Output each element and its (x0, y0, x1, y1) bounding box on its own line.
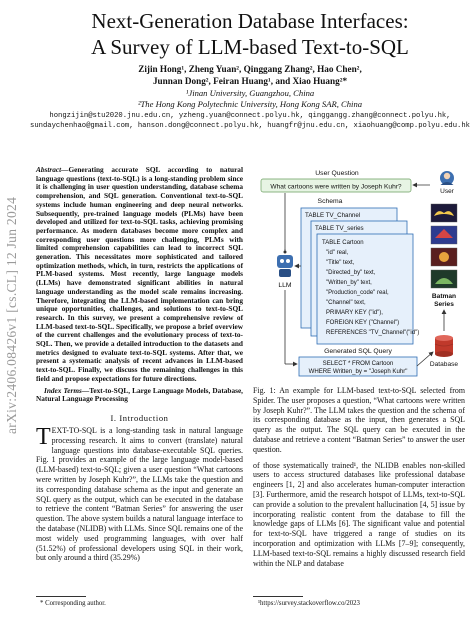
footnote-stackoverflow: ¹https://survey.stackoverflow.co/2023 (258, 600, 360, 607)
user-label: User (440, 188, 454, 195)
figure-1 (255, 166, 465, 381)
author-list (40, 64, 460, 87)
user-icon (440, 171, 454, 185)
schema-label: Schema (317, 198, 343, 205)
result-label-line-2: Series (434, 301, 454, 308)
email-line-1: hongzijin@stu2020.jnu.edu.cn, yzheng.yuan@connect.polyu.hk, qinggangg.zhang@connect.polyu.hk, (49, 112, 451, 120)
drop-cap: T (36, 423, 51, 450)
affiliation-polyu: ²The Hong Kong Polytechnic University, Hong Kong SAR, China (137, 99, 363, 109)
affiliation-jnu: ¹Jinan University, Guangzhou, China (185, 88, 315, 98)
left-column (36, 166, 243, 563)
right-column-paragraph: of those systematically trained¹, the NLIDB enables non-skilled users to access structured databases like professional database engineers [1, 2] and also accelerates human-computer interaction [3]. Furthermore, amid the research hotspot of LLMs, text-to-SQL can provide a solution to the prevalent hallucination [4, 5] issue by incorporating realistic content from the database to fill the knowledge gaps of LLMs [6]. The significant value and potential for text-to-SQL have triggered a range of studies on its incorporation and optimization with LLMs [7–9]; consequently, LLM-based text-to-SQL remains a highly discussed research field within the NLP and database (253, 460, 465, 568)
llm-label: LLM (278, 282, 292, 289)
sql-line-1: SELECT * FROM Cartoon (322, 360, 394, 367)
footnote-corresponding: * Corresponding author. (40, 600, 106, 607)
result-label-line-1: Batman (431, 293, 457, 300)
user-question-text: What cartoons were written by Joseph Kuhr? (270, 183, 402, 191)
index-terms-label: Index Terms (44, 385, 82, 395)
schema-table-tv-channel: TABLE TV_Channel (305, 212, 361, 219)
cartoon-field: PRIMARY KEY ("id"), (326, 310, 383, 316)
section-heading-introduction: I. Introduction (110, 412, 169, 423)
database-icon (435, 310, 453, 357)
abstract-label: Abstract (36, 165, 62, 174)
cartoon-field: "Channel" text, (326, 300, 366, 306)
generated-sql-label: Generated SQL Query (324, 348, 392, 355)
footnote-rule-left (36, 596, 86, 597)
cartoon-field: TABLE Cartoon (322, 240, 364, 246)
right-column (253, 386, 465, 568)
authors-line-1: Zijin Hong¹, Zheng Yuan², Qinggang Zhang², Hao Chen², (138, 64, 362, 74)
abstract-text: —Generating accurate SQL according to natural language questions (text-to-SQL) is a long-standing problem since it is challenging in user question understanding, database schema comprehension, and SQL generation. Conventional text-to-SQL systems include human engineering and deep neural networks. Subsequently, pre-trained language models (PLMs) have been developed and utilized for text-to-SQL tasks, achieving promising performance. As modern databases become more complex and corresponding user questions more challenging, PLMs with limited comprehension capabilities can lead to incorrect SQL generation. This necessitates more sophisticated and tailored optimization methods, which, in turn, restricts the applications of PLM-based systems. Most recently, large language models (LLMs) have demonstrated significant abilities in natural language understanding as the model scale remains increasing. Therefore, integrating the LLM-based implementation can bring unique opportunities, challenges, and solutions to text-to-SQL research. In this survey, we present a comprehensive review of LLM-based text-to-SQL. Specifically, we propose a brief overview of the current challenges and the evolutionary process of text-to-SQL. Then, we provide a detailed introduction to the datasets and metrics designed to evaluate text-to-SQL systems. After that, we present a systematic analysis of recent advances in LLM-based text-to-SQL. Finally, we discuss the remaining challenges in this field and propose expectations for future directions. (36, 165, 243, 383)
title-line-2: A Survey of LLM-based Text-to-SQL (91, 35, 409, 59)
figure-1-caption: Fig. 1: An example for LLM-based text-to-SQL selected from Spider. The user proposes a question, “What cartoons were written by Joseph Kuhr?”. The LLM takes the question and the schema of its corresponding database as the input, then generates a SQL query as the output. The SQL query can be executed in the database and retrieve a content “Batman Series” to answer the user question. (253, 386, 465, 454)
introduction-text: EXT-TO-SQL is a long-standing task in natural language processing research. It aims to convert (translate) natural language questions into database-executable SQL queries. Fig. 1 provides an example of the large language model-based (LLM-based) text-to-SQL; given a user question “What cartoons were written by Joseph Kuhr?”, the LLMs take the question and its corresponding database schema as the input and generate an SQL query as the output, which can be executed in the database to retrieve the content “Batman Series” for answering the user question. The above system builds a natural language interface to the database (NLIDB) with LLMs. Since SQL remains one of the most widely used programming languages, with over half (51.52%) of professional developers using SQL in their work, but only around a third (35.29%) (36, 425, 243, 563)
cartoon-field: "Directed_by" text, (326, 270, 376, 276)
sql-line-2: WHERE Written_by = "Joseph Kuhr" (308, 368, 408, 375)
introduction-paragraph (36, 423, 243, 563)
cartoon-field: REFERENCES "TV_Channel"("id") (326, 330, 420, 336)
cartoon-field: "Production_code" real, (326, 290, 389, 296)
cartoon-field: "id" real, (326, 250, 349, 256)
database-label: Database (429, 361, 459, 368)
cartoon-field: FOREIGN KEY ("Channel") (326, 320, 400, 326)
batman-poster-images (431, 204, 457, 288)
figure-1-diagram (255, 166, 465, 381)
footnote-rule-right (253, 596, 303, 597)
paper-title (40, 8, 460, 60)
email-line-2: sundaychenhao@gmail.com, hanson.dong@connect.polyu.hk, huangfr@jnu.edu.cn, xiaohuang@comp.polyu.edu.hk (30, 122, 470, 130)
authors-line-2: Junnan Dong², Feiran Huang¹, and Xiao Huang²* (152, 75, 348, 86)
arxiv-identifier: arXiv:2406.08426v1 [cs.CL] 12 Jun 2024 (4, 196, 19, 434)
cartoon-field: "Written_by" text, (326, 280, 372, 286)
title-line-1: Next-Generation Database Interfaces: (91, 9, 409, 33)
schema-table-tv-series: TABLE TV_series (315, 225, 364, 232)
cartoon-field: "Title" text, (326, 260, 355, 266)
index-terms (36, 387, 243, 404)
abstract (36, 166, 243, 384)
user-question-label: User Question (315, 170, 359, 177)
index-terms-text: —Text-to-SQL, Large Language Models, Database, Natural Language Processing (36, 385, 244, 404)
llm-robot-icon (277, 249, 293, 277)
